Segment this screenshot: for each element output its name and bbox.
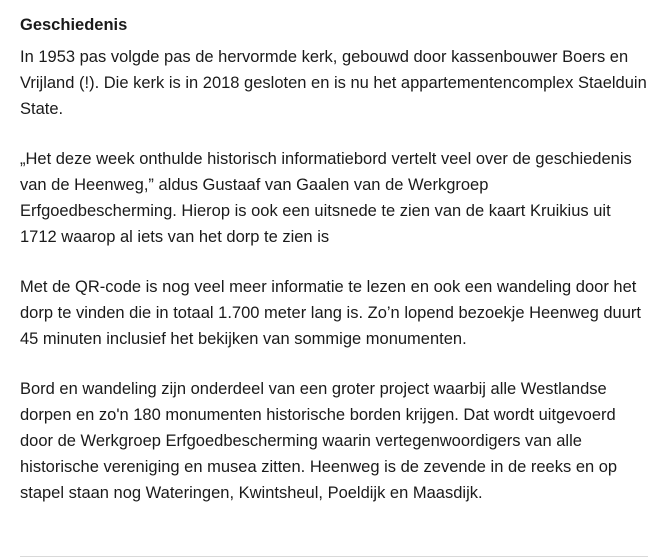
article-body: [20, 14, 648, 506]
paragraph-kerk: In 1953 pas volgde pas de hervormde kerk, gebouwd door kassenbouwer Boers en Vrijland (!). Die kerk is in 2018 gesloten en is nu het appartementencomplex Staelduin State.: [20, 48, 647, 118]
section-heading: Geschiedenis: [20, 16, 128, 34]
paragraph-qr-code: Met de QR-code is nog veel meer informatie te lezen en ook een wandeling door het dorp te vinden die in totaal 1.700 meter lang is. Zo’n lopend bezoekje Heenweg duurt 45 minuten inclusief het bekijken van sommige monumenten.: [20, 278, 641, 348]
paragraph-informatiebord: „Het deze week onthulde historisch informatiebord vertelt veel over de geschiedenis van de Heenweg,” aldus Gustaaf van Gaalen van de Werkgroep Erfgoedbescherming. Hierop is ook een uitsnede te zien van de kaart Kruikius uit 1712 waarop al iets van het dorp te zien is: [20, 150, 632, 246]
divider: [20, 556, 648, 557]
paragraph-project: Bord en wandeling zijn onderdeel van een groter project waarbij alle Westlandse dorpen en zo'n 180 monumenten historische borden krijgen. Dat wordt uitgevoerd door de Werkgroep Erfgoedbescherming waarin vertegenwoordigers van alle historische vereniging en musea zitten. Heenweg is de zevende in de reeks en op stapel staan nog Wateringen, Kwintsheul, Poeldijk en Maasdijk.: [20, 380, 618, 502]
